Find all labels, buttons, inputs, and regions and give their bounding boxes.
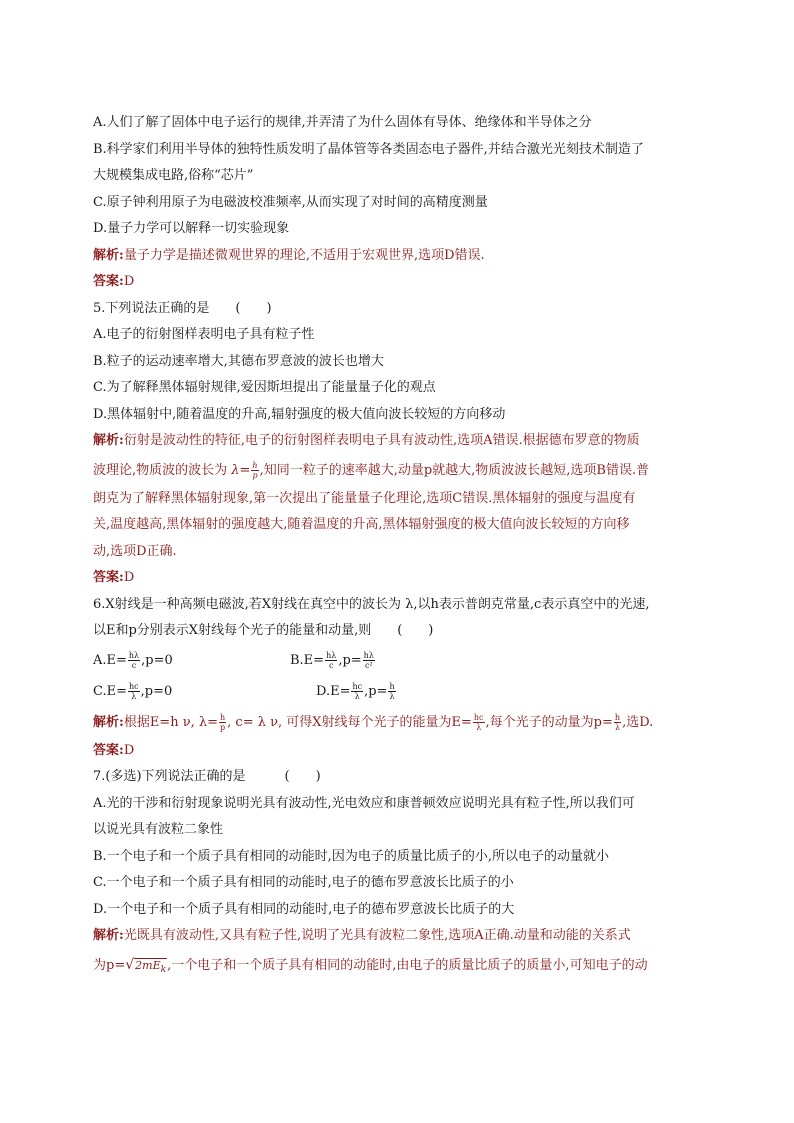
fraction (363, 651, 375, 670)
option-d-prefix: D.E= (316, 683, 351, 699)
q7-analysis-text2b: ,一个电子和一个质子具有相同的动能时,由电子的质量比质子的质量小,可知电子的动 (167, 957, 648, 973)
q5-answer-value: D (123, 570, 135, 585)
fraction (128, 651, 140, 670)
analysis-label: 解析: (93, 433, 124, 448)
q7-analysis-text2a: 为p= (93, 957, 126, 973)
fraction (128, 682, 140, 701)
option-d-middle: ,p= (364, 683, 388, 699)
q4-option-a: A.人们了解了固体中电子运行的规律,并弄清了为什么固体有导体、绝缘体和半导体之分 (93, 115, 592, 130)
fraction-denominator: λ (131, 691, 137, 701)
q6-analysis-text3: ,每个光子的动量为p= (485, 714, 613, 730)
q5-analysis-line2 (93, 455, 744, 486)
fraction-denominator: λ (614, 722, 621, 732)
q5-option-d: D.黑体辐射中,随着温度的升高,辐射强度的极大值向波长较短的方向移动 (93, 406, 506, 422)
q4-analysis (93, 243, 744, 270)
q7-option-c: C.一个电子和一个质子具有相同的动能时,电子的德布罗意波长比质子的小 (93, 875, 514, 890)
answer-label: 答案: (93, 742, 124, 758)
fraction-numerator: hc (352, 681, 363, 691)
fraction-denominator: p (220, 722, 226, 732)
analysis-label: 解析: (93, 714, 124, 730)
fraction-denominator: λ (476, 722, 482, 732)
q6-stem-line2: 以E和p分别表示X射线每个光子的能量和动量,则 ( ) (93, 623, 434, 638)
q6-analysis (93, 707, 744, 738)
answer-label: 答案: (93, 570, 124, 585)
q4-answer-value: D (123, 274, 135, 289)
answer-label: 答案: (93, 274, 124, 289)
q5-analysis-text1: 衍射是波动性的特征,电子的衍射图样表明电子具有波动性,选项A错误.根据德布罗意的物质 (123, 433, 640, 448)
option-b-prefix: B.E= (290, 652, 325, 668)
option-a-suffix: ,p=0 (141, 652, 173, 668)
q7-option-a-line2: 以说光具有波粒二象性 (93, 822, 224, 837)
sqrt-sign: √ (125, 956, 135, 973)
q7-option-d: D.一个电子和一个质子具有相同的动能时,电子的德布罗意波长比质子的大 (93, 901, 515, 917)
q4-analysis-text: 量子力学是描述微观世界的理论,不适用于宏观世界,选项D错误. (123, 247, 485, 263)
q5-analysis-text2a: 波理论,物质波的波长为 (93, 462, 228, 478)
q4-option-d: D.量子力学可以解释一切实验现象 (93, 221, 290, 236)
q5-analysis-line1 (93, 428, 744, 455)
fraction-denominator: c (131, 660, 137, 670)
fraction-denominator: c² (364, 660, 373, 670)
q4-option-b-line1: B.科学家们利用半导体的独特性质发明了晶体管等各类固态电子器件,并结合激光光刻技术制造了 (93, 141, 644, 157)
fraction-numerator: hλ (363, 650, 374, 660)
h-over-p-fraction (251, 461, 258, 480)
q4-option-b-line2: 大规模集成电路,俗称“芯片” (93, 168, 254, 183)
q6-options-cd (93, 676, 744, 707)
q7-analysis-line2 (93, 950, 744, 981)
q7-option-b: B.一个电子和一个质子具有相同的动能时,因为电子的质量比质子的小,所以电子的动量就小 (93, 848, 609, 864)
option-a-prefix: A.E= (93, 652, 127, 668)
q5-analysis-line5: 动,选项D正确. (93, 543, 177, 559)
q4-answer (93, 269, 744, 296)
fraction-numerator: hc (129, 681, 139, 691)
q5-analysis-text2b: ,知同一粒子的速率越大,动量p就越大,物质波波长越短,选项B错误.普 (259, 462, 650, 478)
q6-option-d (290, 676, 513, 707)
q5-analysis-line3: 朗克为了解释黑体辐射现象,第一次提出了能量量子化理论,选项C错误.黑体辐射的强度与温度有 (93, 490, 636, 506)
q5-option-c: C.为了解释黑体辐射规律,爱因斯坦提出了能量量子化的观点 (93, 380, 436, 395)
option-c-prefix: C.E= (93, 683, 127, 699)
q6-options-ab (93, 645, 744, 676)
q6-analysis-text4: ,选D. (622, 714, 654, 730)
fraction-numerator: h (252, 460, 258, 470)
q5-stem: 5.下列说法正确的是 ( ) (93, 300, 272, 316)
q6-stem-line1: 6.X射线是一种高频电磁波,若X射线在真空中的波长为 λ,以h表示普朗克常量,c表示真空中的光速, (93, 596, 650, 612)
radicand-text: 2mE (135, 958, 161, 972)
fraction-numerator: hλ (326, 650, 337, 660)
q5-option-a: A.电子的衍射图样表明电子具有粒子性 (93, 327, 315, 342)
q7-stem: 7.(多选)下列说法正确的是 ( ) (93, 769, 321, 784)
fraction-denominator: λ (389, 691, 395, 701)
q4-option-c: C.原子钟利用原子为电磁波校准频率,从而实现了对时间的高精度测量 (93, 194, 488, 210)
q6-answer (93, 738, 744, 765)
fraction-denominator: c (328, 660, 334, 670)
q7-analysis-text1: 光既具有波动性,又具有粒子性,说明了光具有波粒二象性,选项A正确.动量和动能的关系式 (123, 928, 631, 943)
fraction-numerator: h (220, 712, 226, 722)
q6-option-b (290, 645, 487, 676)
fraction-numerator: h (389, 681, 395, 691)
radicand-subscript: k (160, 963, 167, 975)
fraction-denominator: λ (354, 691, 360, 701)
q7-analysis-line1 (93, 923, 744, 950)
fraction (351, 682, 363, 701)
fraction (219, 713, 226, 732)
sqrt-radicand (134, 958, 167, 976)
fraction-numerator: h (614, 712, 621, 722)
fraction (325, 651, 337, 670)
q6-answer-value: D (123, 742, 135, 758)
q5-option-b: B.粒子的运动速率增大,其德布罗意波的波长也增大 (93, 353, 384, 369)
analysis-label: 解析: (93, 247, 124, 263)
fraction-numerator: hλ (128, 650, 140, 660)
option-c-suffix: ,p=0 (140, 683, 173, 699)
q6-option-c (93, 676, 290, 707)
lambda-symbol: λ= (231, 462, 251, 478)
q5-answer (93, 565, 744, 592)
fraction (388, 682, 395, 701)
q5-analysis-line4: 关,温度越高,黑体辐射的强度越大,随着温度的升高,黑体辐射强度的极大值向波长较短的方向移 (93, 517, 630, 532)
fraction-denominator: p (252, 470, 258, 480)
fraction (614, 713, 621, 732)
fraction-numerator: hc (473, 712, 484, 722)
analysis-label: 解析: (93, 928, 124, 943)
q6-option-a (93, 645, 290, 676)
q6-analysis-text1: 根据E=h ν, λ= (123, 714, 218, 730)
option-b-middle: ,p= (338, 652, 362, 668)
fraction (473, 713, 485, 732)
q7-option-a-line1: A.光的干涉和衍射现象说明光具有波动性,光电效应和康普顿效应说明光具有粒子性,所以我们可 (93, 795, 635, 811)
q6-analysis-text2: , c= λ ν, 可得X射线每个光子的能量为E= (227, 714, 472, 730)
